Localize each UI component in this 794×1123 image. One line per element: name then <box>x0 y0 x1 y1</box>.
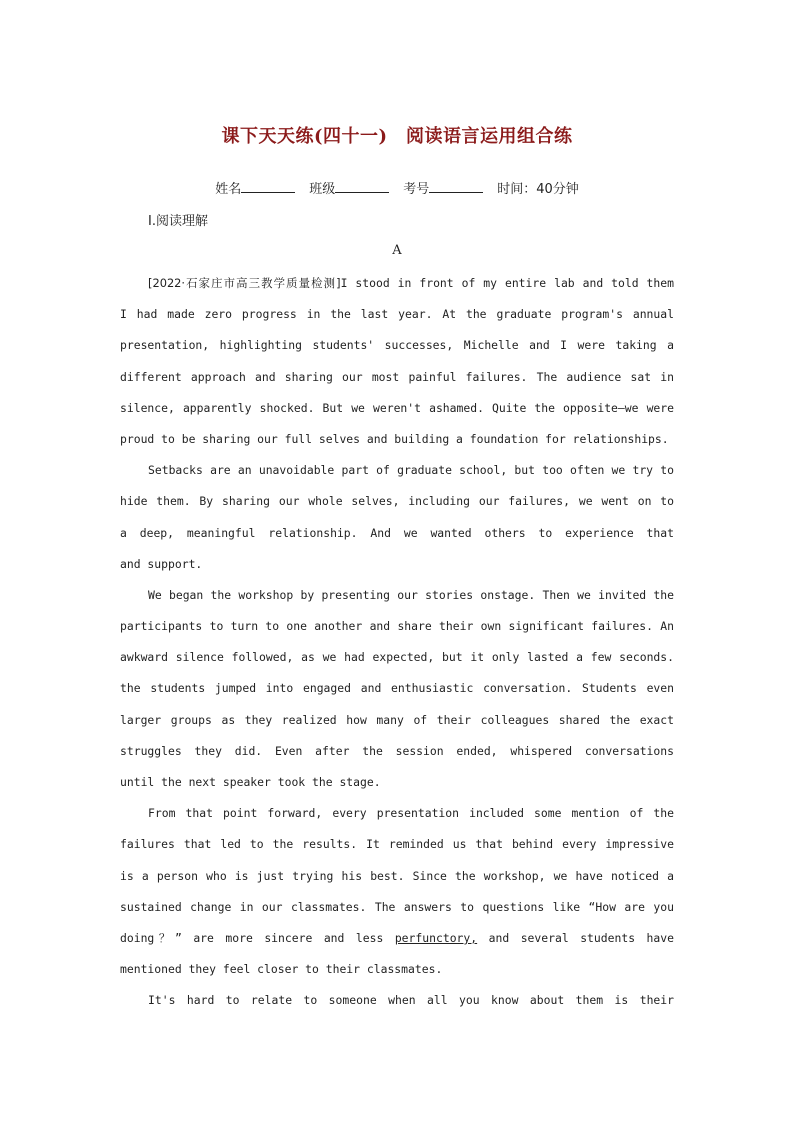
passage-line: proud to be sharing our full selves and building a foundation for relationships. <box>120 431 669 446</box>
passage-line: participants to turn to one another and share their own significant failures. An <box>120 619 674 634</box>
passage-line: and support. <box>120 556 203 571</box>
class-label: 班级 <box>309 182 336 197</box>
passage-line: From that point forward, every presentation included some mention of the <box>148 806 674 821</box>
passage-line: until the next speaker took the stage. <box>120 775 381 789</box>
passage-line: larger groups as they realized how many of their colleagues shared the exact <box>120 712 674 727</box>
passage-line: is a person who is just trying his best. Since the workshop, we have noticed a <box>120 868 674 883</box>
passage-line: a deep, meaningful relationship. And we wanted others to experience that <box>120 525 674 540</box>
passage-line: We began the workshop by presenting our stories onstage. Then we invited the <box>148 587 674 602</box>
exam-number-label: 考号 <box>403 182 430 197</box>
time-label: 时间：40分钟 <box>497 182 579 197</box>
passage-line: different approach and sharing our most painful failures. The audience sat in <box>120 369 674 384</box>
passage-line: sustained change in our classmates. The answers to questions like “How are you <box>120 899 674 914</box>
passage-body <box>120 270 674 1019</box>
passage-line: Setbacks are an unavoidable part of graduate school, but too often we try to <box>148 463 674 478</box>
passage-line: presentation, highlighting students' successes, Michelle and I were taking a <box>120 338 674 353</box>
passage-line: [2022·石家庄市高三教学质量检测]I stood in front of my entire lab and told them <box>148 276 674 290</box>
passage-line: I had made zero progress in the last year. At the graduate program's annual <box>120 307 674 322</box>
passage-line: struggles they did. Even after the session ended, whispered conversations <box>120 743 674 758</box>
class-blank[interactable] <box>335 180 389 193</box>
passage-letter: A <box>392 243 402 258</box>
passage-line: hide them. By sharing our whole selves, including our failures, we went on to <box>120 494 674 509</box>
passage-line: mentioned they feel closer to their classmates. <box>120 962 443 977</box>
passage-line: the students jumped into engaged and enthusiastic conversation. Students even <box>120 681 674 696</box>
passage-line: failures that led to the results. It reminded us that behind every impressive <box>120 837 674 852</box>
underlined-word: perfunctory, <box>394 930 478 945</box>
passage-line: It's hard to relate to someone when all you know about them is their <box>148 993 674 1008</box>
student-info-line <box>0 178 794 197</box>
name-label: 姓名 <box>215 182 242 197</box>
page-title: 课下天天练(四十一) 阅读语言运用组合练 <box>221 126 573 147</box>
passage-line: silence, apparently shocked. But we weren't ashamed. Quite the opposite—we were <box>120 400 674 415</box>
section-heading: Ⅰ.阅读理解 <box>148 214 208 229</box>
exam-number-blank[interactable] <box>429 180 483 193</box>
passage-line: doing？” are more sincere and less perfunctory, and several students have <box>120 930 674 945</box>
passage-line: awkward silence followed, as we had expected, but it only lasted a few seconds. <box>120 650 674 665</box>
name-blank[interactable] <box>241 180 295 193</box>
source-tag: [2022·石家庄市高三教学质量检测] <box>148 276 341 290</box>
